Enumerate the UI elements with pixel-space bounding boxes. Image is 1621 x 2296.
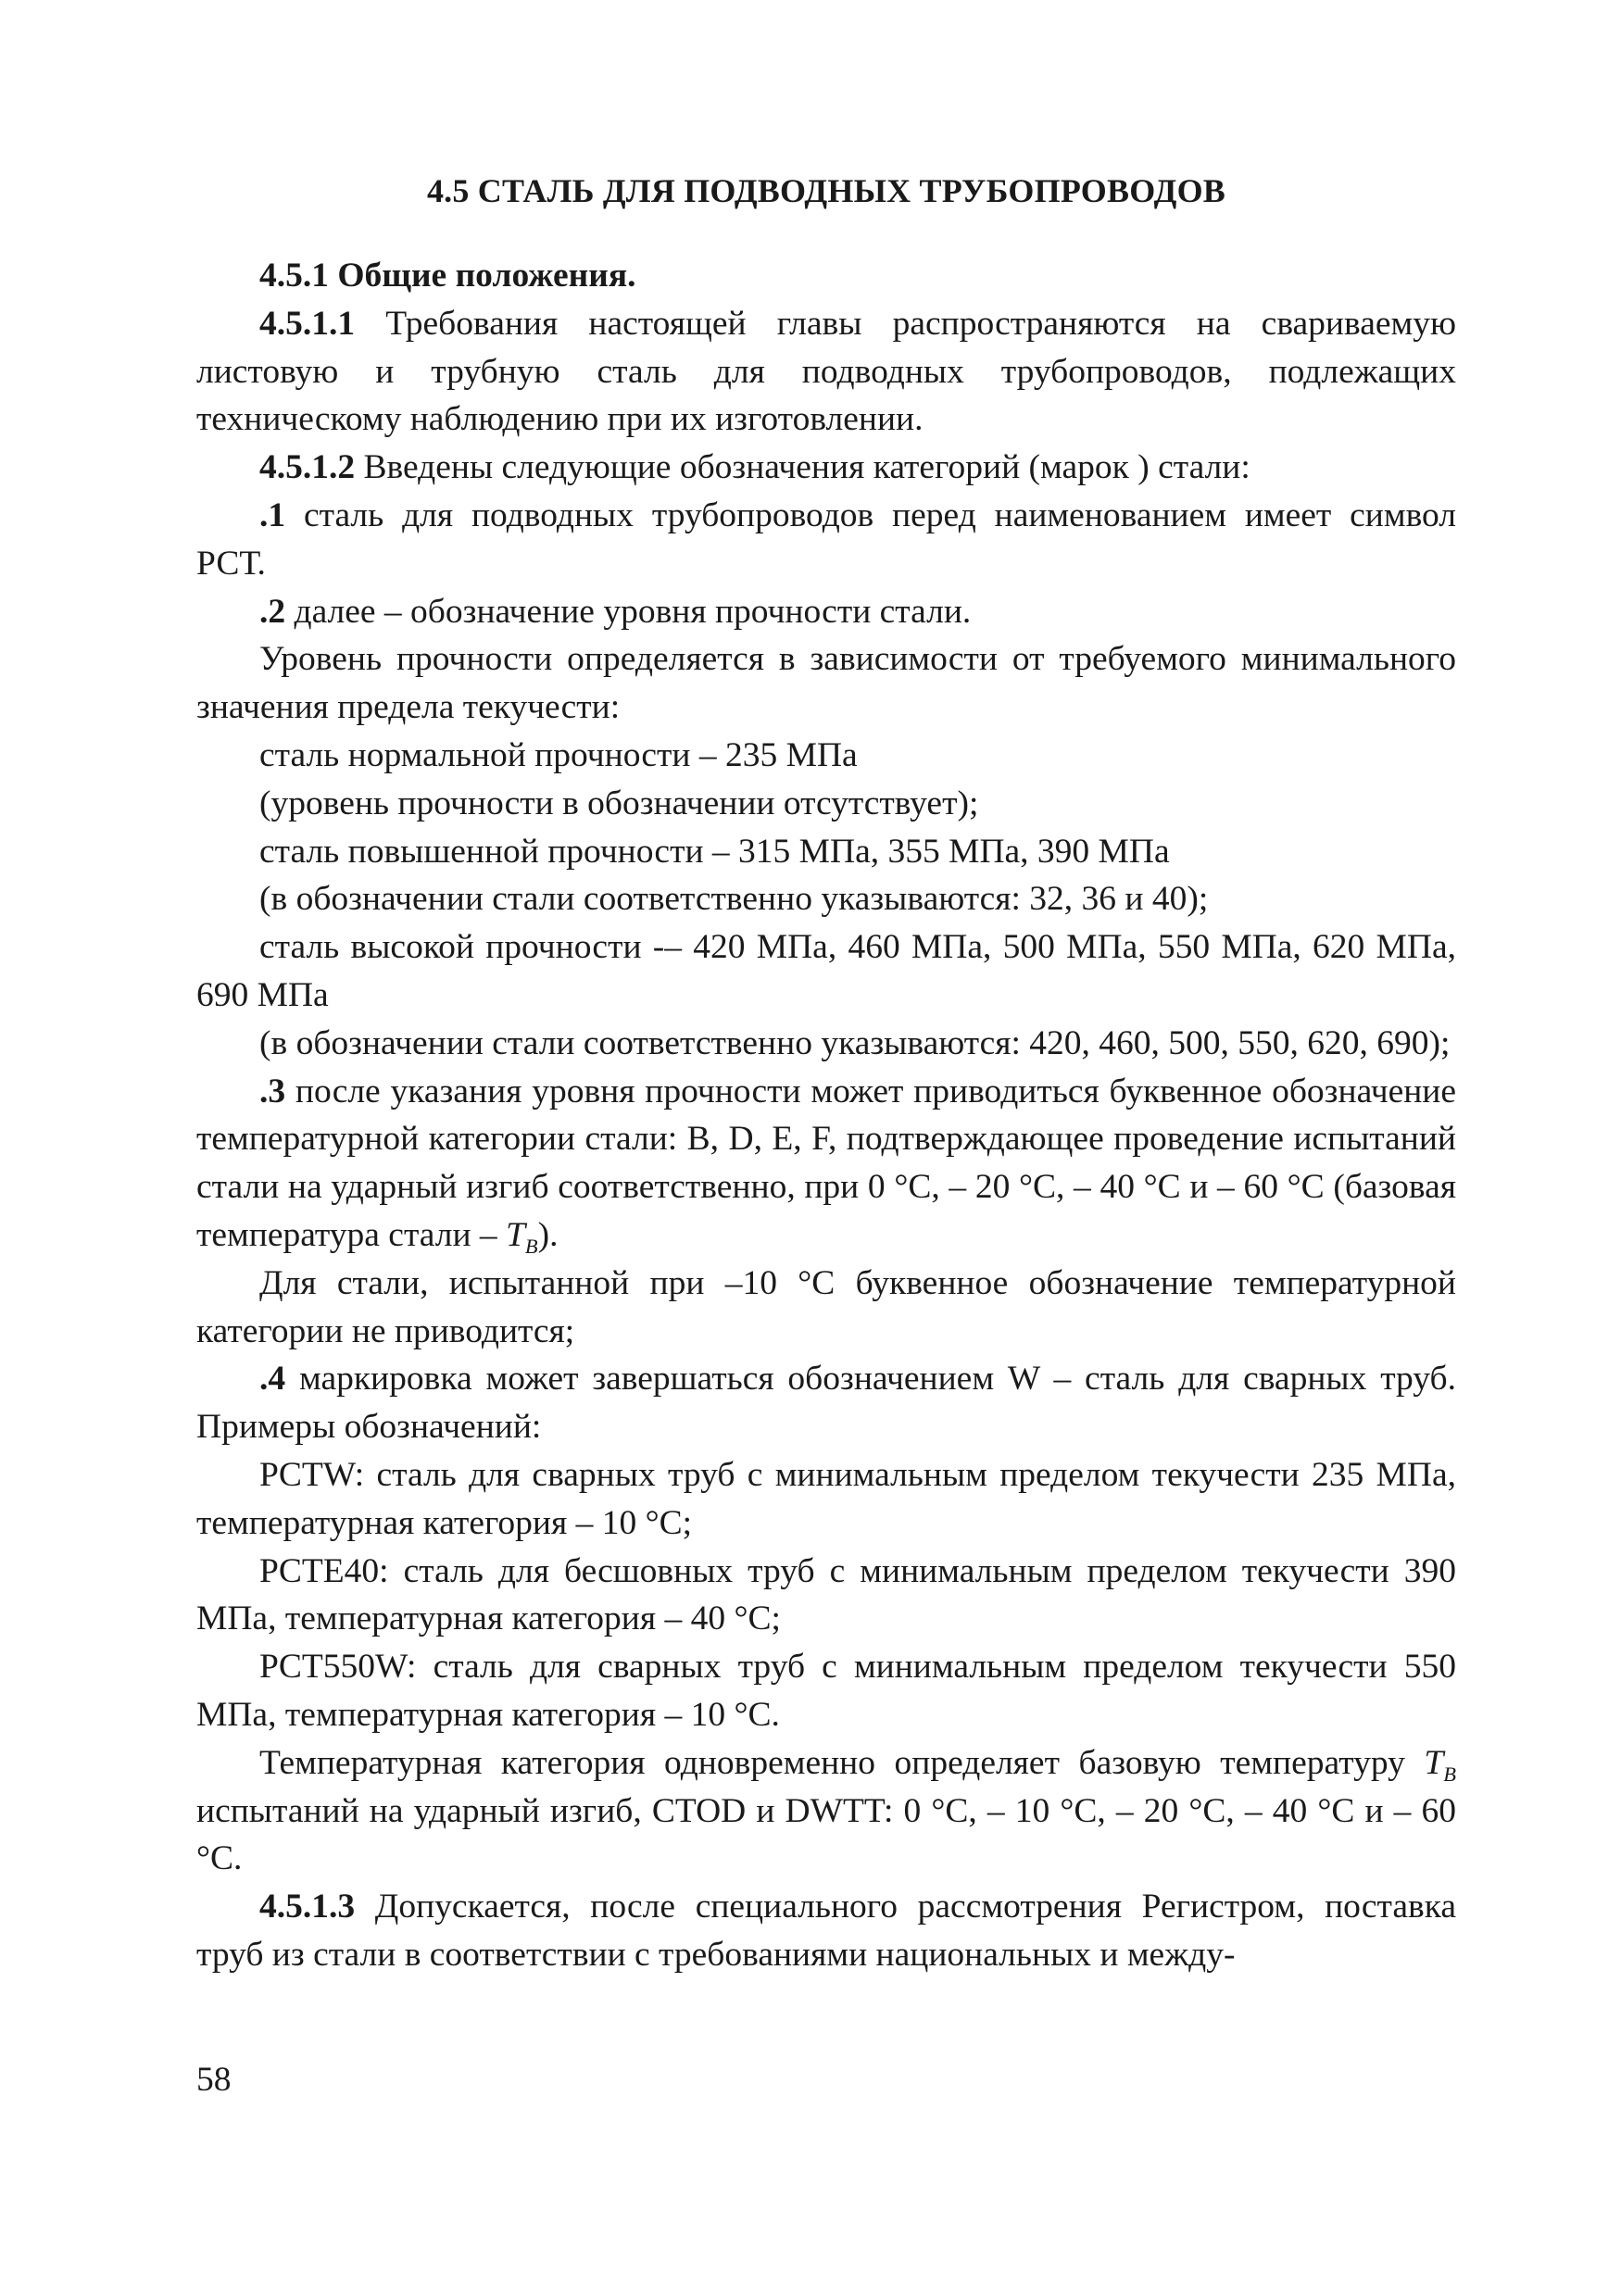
base-temperature-symbol: $T_B$ — [506, 1215, 538, 1258]
paragraph-normal-strength-note: (уровень прочности в обозначении отсутствует); — [259, 784, 979, 822]
paragraph-temperature-category: Температурная категория одновременно определяет базовую температуру $T_B$ испытаний на ударный изгиб, CTOD и DWTT: 0 °С, – 10 °С, – 20 °С, – 40 °С и – 60 °С. — [196, 1743, 1456, 1878]
list-item-2: .2 далее – обозначение уровня прочности стали. — [259, 592, 972, 631]
example-pct550w: PCT550W: сталь для сварных труб с минимальным пределом текучести 550 МПа, температурная категория – 10 °С. — [196, 1648, 1456, 1734]
paragraph-4-5-1-2: 4.5.1.2 Введены следующие обозначения категорий (марок ) стали: — [259, 448, 1250, 487]
document-page — [196, 167, 1456, 1979]
list-item-4: .4 маркировка может завершаться обозначением W – сталь для сварных труб. Примеры обозначений: — [196, 1360, 1456, 1447]
base-temperature-symbol: $T_B$ — [1424, 1743, 1456, 1786]
section-title: 4.5 СТАЛЬ ДЛЯ ПОДВОДНЫХ ТРУБОПРОВОДОВ — [426, 172, 1225, 209]
paragraph-high-strength-note: (в обозначении стали соответственно указываются: 420, 460, 500, 550, 620, 690); — [259, 1023, 1451, 1062]
paragraph-strength-level: Уровень прочности определяется в зависимости от требуемого минимального значения предела текучести: — [196, 640, 1456, 727]
page-number: 58 — [196, 2061, 232, 2099]
list-item-1: .1 сталь для подводных трубопроводов перед наименованием имеет символ РСТ. — [196, 496, 1456, 583]
example-pctw: PCTW: сталь для сварных труб с минимальным пределом текучести 235 МПа, температурная категория – 10 °С; — [196, 1455, 1456, 1542]
paragraph-higher-strength: сталь повышенной прочности – 315 МПа, 355 МПа, 390 МПа — [259, 832, 1170, 871]
paragraph-4-5-1-3: 4.5.1.3 Допускается, после специального рассмотрения Регистром, поставка труб из стали в соответствии с требованиями национальных и между- — [196, 1888, 1456, 1974]
example-pcte40: PCTE40: сталь для бесшовных труб с минимальным пределом текучести 390 МПа, температурная категория – 40 °С; — [196, 1551, 1456, 1638]
paragraph-higher-strength-note: (в обозначении стали соответственно указываются: 32, 36 и 40); — [259, 880, 1209, 919]
list-item-3: .3 после указания уровня прочности может приводиться буквенное обозначение температурной категории стали: B, D, E, F, подтверждающее проведение испытаний стали на ударный изгиб соответственно, при 0 °С, – 20 °С, – 40 °С и – 60 °С (базовая температура стали – $T_B$). — [196, 1072, 1456, 1258]
paragraph-4-5-1-1: 4.5.1.1 Требования настоящей главы распространяются на свариваемую листовую и трубную сталь для подводных трубопроводов, подлежащих техническому наблюдению при их изготовлении. — [196, 304, 1456, 439]
paragraph-minus-10: Для стали, испытанной при –10 °С буквенное обозначение температурной категории не приводится; — [196, 1263, 1456, 1350]
paragraph-normal-strength: сталь нормальной прочности – 235 МПа — [259, 735, 858, 774]
paragraph-high-strength: сталь высокой прочности -– 420 МПа, 460 МПа, 500 МПа, 550 МПа, 620 МПа, 690 МПа — [196, 928, 1456, 1014]
subsection-heading-4-5-1: 4.5.1 Общие положения. — [259, 257, 636, 295]
